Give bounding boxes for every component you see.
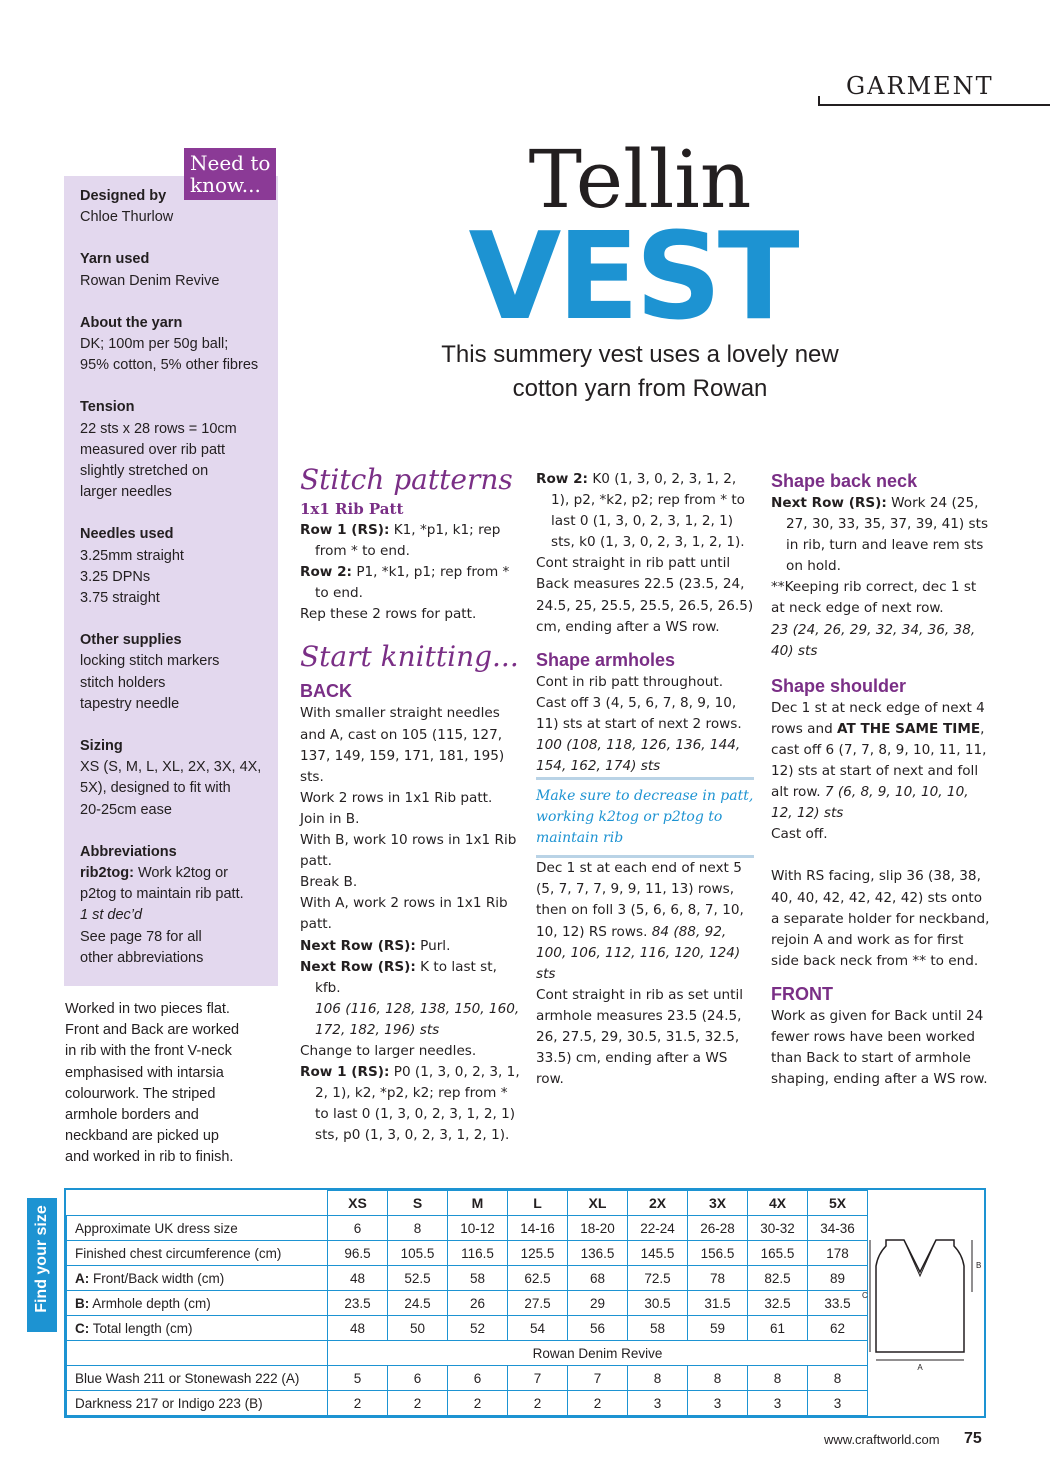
cast-off: Cast off. bbox=[771, 826, 828, 843]
next-row-purl bbox=[300, 936, 522, 957]
table-row bbox=[67, 1266, 868, 1291]
cell: 156.5 bbox=[688, 1241, 748, 1266]
sidebar-section bbox=[80, 397, 272, 503]
row-prefix: B: bbox=[75, 1295, 90, 1311]
cell: 30-32 bbox=[748, 1216, 808, 1241]
back-para: With A, work 2 rows in 1x1 Rib patt. bbox=[300, 895, 508, 933]
cell: 7 bbox=[568, 1366, 628, 1391]
header-blank bbox=[67, 1191, 328, 1216]
table-row bbox=[67, 1241, 868, 1266]
stitch-count: 84 (88, 92, 100, 106, 112, 116, 120, 124) sts bbox=[536, 923, 741, 982]
construction-note bbox=[65, 999, 265, 1169]
cell: 3 bbox=[808, 1391, 868, 1416]
cell: 33.5 bbox=[808, 1291, 868, 1316]
cell: 2 bbox=[448, 1391, 508, 1416]
front-heading: FRONT bbox=[771, 983, 833, 1004]
cont-straight: Cont straight in rib patt until Back measures 22.5 (23.5, 24, 24.5, 25, 25.5, 25.5, 26.5, 26.5) cm, ending after a WS row. bbox=[536, 555, 754, 635]
row-label bbox=[67, 1316, 328, 1341]
row-text: K0 (1, 3, 0, 2, 3, 1, 2, 1), p2, *k2, p2; rep from * to last 0 (1, 3, 0, 2, 3, 1, 2, 1) sts, k0 (1, 3, 0, 2, 3, 1, 2, 1). bbox=[551, 471, 745, 551]
find-your-size-label: Find your size bbox=[33, 1205, 50, 1313]
sidebar-line: slightly stretched on bbox=[80, 463, 209, 480]
size-header: 5X bbox=[808, 1191, 868, 1216]
stitch-patterns-title: Stitch patterns bbox=[300, 463, 513, 496]
size-header: 2X bbox=[628, 1191, 688, 1216]
sidebar-content bbox=[80, 186, 272, 990]
sidebar-section bbox=[80, 186, 272, 228]
title-line2: VEST bbox=[468, 208, 796, 347]
cell: 26-28 bbox=[688, 1216, 748, 1241]
shape-back-neck-heading: Shape back neck bbox=[771, 471, 918, 491]
cell: 136.5 bbox=[568, 1241, 628, 1266]
row-label-text: Armhole depth (cm) bbox=[89, 1295, 211, 1311]
cell: 89 bbox=[808, 1266, 868, 1291]
note-line: in rib with the front V-neck bbox=[65, 1043, 232, 1060]
cell: 18-20 bbox=[568, 1216, 628, 1241]
armhole-para: Cont in rib patt throughout. bbox=[536, 673, 724, 690]
row-label: Row 1 (RS): bbox=[300, 1064, 390, 1081]
diagram-label-b: B bbox=[976, 1261, 982, 1270]
sidebar-section bbox=[80, 630, 272, 715]
back-para: Join in B. bbox=[300, 810, 360, 827]
size-header: 4X bbox=[748, 1191, 808, 1216]
badge-line1: Need to bbox=[190, 151, 271, 175]
cell: 62 bbox=[808, 1316, 868, 1341]
cell: 54 bbox=[508, 1316, 568, 1341]
cell: 61 bbox=[748, 1316, 808, 1341]
cell: 48 bbox=[328, 1266, 388, 1291]
find-your-size-tab bbox=[27, 1198, 57, 1332]
sidebar-line: larger needles bbox=[80, 484, 172, 501]
sidebar-heading: Abbreviations bbox=[80, 843, 177, 860]
size-header: S bbox=[388, 1191, 448, 1216]
abbrev-italic: 1 st dec’d bbox=[80, 907, 143, 924]
row-label: Row 1 (RS): bbox=[300, 522, 390, 538]
vest-outline bbox=[876, 1240, 964, 1352]
keep-rib bbox=[771, 577, 993, 661]
start-knitting-title: Start knitting... bbox=[300, 640, 519, 674]
cell: 96.5 bbox=[328, 1241, 388, 1266]
vest-schematic-diagram bbox=[862, 1232, 982, 1372]
armhole-para: Cast off 3 (4, 5, 6, 7, 8, 9, 10, 11) sts at start of next 2 rows. bbox=[536, 694, 742, 732]
stitch-count: 100 (108, 118, 126, 136, 144, 154, 162, 174) sts bbox=[536, 737, 741, 775]
sidebar-line: 3.25mm straight bbox=[80, 547, 184, 564]
footer-url: www.craftworld.com bbox=[824, 1432, 940, 1447]
cell: 3 bbox=[748, 1391, 808, 1416]
note-line: neckband are picked up bbox=[65, 1128, 219, 1145]
cont-straight-armhole: Cont straight in rib as set until armhole measures 23.5 (24.5, 26, 27.5, 29, 30.5, 31.5, 32.5, 33.5) cm, ending after a WS row. bbox=[536, 986, 744, 1088]
cell: 58 bbox=[448, 1266, 508, 1291]
sidebar-line: 3.25 DPNs bbox=[80, 568, 151, 585]
row-label: Next Row (RS): bbox=[771, 495, 887, 511]
row-text: K to last st, kfb. bbox=[315, 958, 497, 996]
cell: 8 bbox=[808, 1366, 868, 1391]
stitch-count: 106 (116, 128, 138, 150, 160, 172, 182, 196) sts bbox=[315, 1000, 520, 1038]
sidebar-line: Chloe Thurlow bbox=[80, 209, 174, 226]
row-label: Next Row (RS): bbox=[300, 958, 416, 975]
column-1 bbox=[300, 462, 522, 1146]
size-header: XL bbox=[568, 1191, 628, 1216]
cell: 31.5 bbox=[688, 1291, 748, 1316]
back-row-2 bbox=[536, 469, 754, 553]
sidebar-line: Rowan Denim Revive bbox=[80, 272, 220, 289]
cell: 3 bbox=[688, 1391, 748, 1416]
size-header: L bbox=[508, 1191, 568, 1216]
table-row bbox=[67, 1391, 868, 1416]
cell: 2 bbox=[568, 1391, 628, 1416]
cell: 48 bbox=[328, 1316, 388, 1341]
cell: 32.5 bbox=[748, 1291, 808, 1316]
size-header: 3X bbox=[688, 1191, 748, 1216]
cell: 8 bbox=[628, 1366, 688, 1391]
cell: 14-16 bbox=[508, 1216, 568, 1241]
sidebar-heading: Yarn used bbox=[80, 251, 150, 268]
yarn-title-row bbox=[67, 1341, 868, 1366]
subtitle-line1: This summery vest uses a lovely new bbox=[441, 341, 839, 368]
page-number: 75 bbox=[964, 1430, 982, 1447]
sidebar-section bbox=[80, 313, 272, 377]
sidebar-heading: Sizing bbox=[80, 738, 123, 755]
rib-row-2 bbox=[300, 562, 522, 604]
sidebar-line: 5X), designed to fit with bbox=[80, 780, 231, 797]
cell: 2 bbox=[508, 1391, 568, 1416]
sidebar-line: stitch holders bbox=[80, 674, 166, 691]
cell: 56 bbox=[568, 1316, 628, 1341]
row-label: Row 2: bbox=[300, 564, 352, 581]
size-table bbox=[66, 1190, 868, 1416]
abbrev-def: Work k2tog or bbox=[133, 865, 228, 882]
note-line: and worked in rib to finish. bbox=[65, 1149, 234, 1166]
back-para: Break B. bbox=[300, 874, 358, 891]
cell: 116.5 bbox=[448, 1241, 508, 1266]
abbrev-line: p2tog to maintain rib patt. bbox=[80, 886, 244, 903]
rib-row-1 bbox=[300, 520, 522, 562]
cell: 52.5 bbox=[388, 1266, 448, 1291]
row-label: Blue Wash 211 or Stonewash 222 (A) bbox=[67, 1366, 328, 1391]
abbrev-term: rib2tog: bbox=[80, 865, 134, 882]
cell: 72.5 bbox=[628, 1266, 688, 1291]
cell: 62.5 bbox=[508, 1266, 568, 1291]
table-row bbox=[67, 1316, 868, 1341]
table-row bbox=[67, 1216, 868, 1241]
sidebar-heading: Other supplies bbox=[80, 632, 182, 649]
back-para: With smaller straight needles and A, cast on 105 (115, 127, 137, 149, 159, 171, 181, 195) sts. bbox=[300, 705, 505, 785]
row-label bbox=[67, 1241, 328, 1266]
neck-next-row bbox=[771, 493, 993, 577]
cell: 52 bbox=[448, 1316, 508, 1341]
change-needles: Change to larger needles. bbox=[300, 1042, 477, 1059]
sidebar-heading: Tension bbox=[80, 399, 135, 416]
sidebar-line: locking stitch markers bbox=[80, 653, 220, 670]
cell: 10-12 bbox=[448, 1216, 508, 1241]
cell: 22-24 bbox=[628, 1216, 688, 1241]
abbrev-more: other abbreviations bbox=[80, 949, 204, 966]
cell: 105.5 bbox=[388, 1241, 448, 1266]
row-label-text: Front/Back width (cm) bbox=[89, 1270, 225, 1286]
cell: 29 bbox=[568, 1291, 628, 1316]
table-row bbox=[67, 1366, 868, 1391]
next-row-kfb bbox=[300, 957, 522, 1041]
cell: 34-36 bbox=[808, 1216, 868, 1241]
cell: 6 bbox=[388, 1366, 448, 1391]
shoulder-para bbox=[771, 698, 993, 825]
sidebar-line: DK; 100m per 50g ball; bbox=[80, 336, 229, 353]
cell: 7 bbox=[508, 1366, 568, 1391]
back-heading: BACK bbox=[300, 681, 352, 702]
cell: 27.5 bbox=[508, 1291, 568, 1316]
section-label: GARMENT bbox=[846, 72, 994, 100]
diagram-label-a: A bbox=[917, 1363, 923, 1372]
yarn-title: Rowan Denim Revive bbox=[328, 1341, 868, 1366]
stitch-count: 23 (24, 26, 29, 32, 34, 36, 38, 40) sts bbox=[771, 621, 976, 659]
sidebar-line: measured over rib patt bbox=[80, 441, 226, 458]
cell: 178 bbox=[808, 1241, 868, 1266]
sidebar-section bbox=[80, 249, 272, 291]
cell: 6 bbox=[448, 1366, 508, 1391]
size-header: M bbox=[448, 1191, 508, 1216]
cell: 23.5 bbox=[328, 1291, 388, 1316]
cell: 8 bbox=[388, 1216, 448, 1241]
note-line: emphasised with intarsia bbox=[65, 1064, 224, 1081]
back-row-1 bbox=[300, 1062, 522, 1146]
cell: 2 bbox=[328, 1391, 388, 1416]
abbrev-line bbox=[80, 863, 272, 884]
cell: 78 bbox=[688, 1266, 748, 1291]
row-label bbox=[67, 1216, 328, 1241]
sidebar-heading: About the yarn bbox=[80, 314, 183, 331]
row-label-text: Finished chest circumference (cm) bbox=[75, 1245, 282, 1261]
rep-text: Rep these 2 rows for patt. bbox=[300, 606, 477, 623]
row-prefix: A: bbox=[75, 1270, 90, 1286]
diagram-label-c: C bbox=[862, 1291, 868, 1300]
cell: 8 bbox=[688, 1366, 748, 1391]
stitch-count: 7 (6, 8, 9, 10, 10, 10, 12, 12) sts bbox=[771, 784, 969, 822]
sidebar-section bbox=[80, 524, 272, 609]
tip-callout: Make sure to decrease in patt, working k2tog or p2tog to maintain rib bbox=[536, 777, 754, 858]
subtitle bbox=[420, 338, 860, 406]
size-header: XS bbox=[328, 1191, 388, 1216]
sidebar-line: tapestry needle bbox=[80, 695, 180, 712]
table-row bbox=[67, 1291, 868, 1316]
row-label bbox=[67, 1291, 328, 1316]
back-para: Work 2 rows in 1x1 Rib patt. bbox=[300, 789, 493, 806]
cell: 6 bbox=[328, 1216, 388, 1241]
cell: 82.5 bbox=[748, 1266, 808, 1291]
shape-armholes-heading: Shape armholes bbox=[536, 649, 676, 670]
row-text: Work 24 (25, 27, 30, 33, 35, 37, 39, 41) sts in rib, turn and leave rem sts on hold. bbox=[786, 495, 989, 575]
sidebar-line: XS (S, M, L, XL, 2X, 3X, 4X, bbox=[80, 759, 262, 776]
cell: 8 bbox=[748, 1366, 808, 1391]
column-2 bbox=[536, 469, 754, 1090]
row-label: Row 2: bbox=[536, 471, 588, 487]
shoulder-text: Dec 1 st at neck edge of next 4 rows and bbox=[771, 699, 985, 737]
cell: 2 bbox=[388, 1391, 448, 1416]
keep-text: **Keeping rib correct, dec 1 st at neck edge of next row. bbox=[771, 579, 977, 617]
yarn-title-blank bbox=[67, 1341, 328, 1366]
note-line: Worked in two pieces flat. bbox=[65, 1001, 230, 1017]
sidebar-heading: Needles used bbox=[80, 526, 174, 543]
subtitle-line2: cotton yarn from Rowan bbox=[512, 375, 768, 402]
cell: 50 bbox=[388, 1316, 448, 1341]
row-label-text: Total length (cm) bbox=[89, 1320, 193, 1336]
note-line: armhole borders and bbox=[65, 1107, 199, 1124]
sidebar-line: 22 sts x 28 rows = 10cm bbox=[80, 420, 237, 437]
dec-para bbox=[536, 858, 754, 985]
cell: 125.5 bbox=[508, 1241, 568, 1266]
sidebar-heading: Designed by bbox=[80, 188, 167, 204]
shape-shoulder-heading: Shape shoulder bbox=[771, 675, 907, 696]
cell: 26 bbox=[448, 1291, 508, 1316]
row-text: Purl. bbox=[415, 937, 451, 954]
back-para: With B, work 10 rows in 1x1 Rib patt. bbox=[300, 832, 517, 870]
row-text: K1, *p1, k1; rep from * to end. bbox=[315, 522, 501, 560]
sidebar-line: 95% cotton, 5% other fibres bbox=[80, 357, 259, 374]
sidebar-section bbox=[80, 736, 272, 821]
abbrev-more: See page 78 for all bbox=[80, 928, 202, 945]
row-label: Next Row (RS): bbox=[300, 937, 416, 954]
front-para: Work as given for Back until 24 fewer rows have been worked than Back to start of armhole shaping, ending after a WS row. bbox=[771, 1007, 988, 1088]
cell: 145.5 bbox=[628, 1241, 688, 1266]
column-3 bbox=[771, 469, 993, 1090]
row-label: Darkness 217 or Indigo 223 (B) bbox=[67, 1391, 328, 1416]
dec-text: Dec 1 st at each end of next 5 (5, 7, 7, 7, 9, 9, 11, 13) rows, then on foll 3 (5, 6, 6, 8, 7, 10, 10, 12) RS rows. bbox=[536, 860, 744, 940]
row-text: P1, *k1, p1; rep from * to end. bbox=[315, 564, 510, 602]
cell: 58 bbox=[628, 1316, 688, 1341]
cell: 3 bbox=[628, 1391, 688, 1416]
sidebar-line: 20-25cm ease bbox=[80, 801, 172, 818]
title-line1: Tellin bbox=[528, 133, 752, 226]
row-text: P0 (1, 3, 0, 2, 3, 1, 2, 1), k2, *p2, k2; rep from * to last 0 (1, 3, 0, 2, 3, 1, 2, 1) sts, p0 (1, 3, 0, 2, 3, 1, 2, 1). bbox=[315, 1064, 520, 1144]
rib-patt-heading: 1x1 Rib Patt bbox=[300, 500, 404, 518]
size-header-row bbox=[67, 1191, 868, 1216]
sidebar-line: 3.75 straight bbox=[80, 590, 160, 607]
note-line: colourwork. The striped bbox=[65, 1085, 216, 1102]
sidebar-section-abbreviations bbox=[80, 842, 272, 969]
note-line: Front and Back are worked bbox=[65, 1022, 240, 1039]
cell: 68 bbox=[568, 1266, 628, 1291]
rs-facing-para: With RS facing, slip 36 (38, 38, 40, 40, 42, 42, 42, 42) sts onto a separate holder for neckband, rejoin A and work as for first side back neck from ** to end. bbox=[771, 868, 990, 969]
header-rule bbox=[818, 104, 1050, 106]
cell: 30.5 bbox=[628, 1291, 688, 1316]
cell: 5 bbox=[328, 1366, 388, 1391]
badge-line2: know... bbox=[190, 173, 261, 197]
shoulder-text: , cast off 6 (7, 7, 8, 9, 10, 11, 11, 12) sts at start of next and foll alt row. bbox=[771, 720, 987, 801]
row-label bbox=[67, 1266, 328, 1291]
cell: 165.5 bbox=[748, 1241, 808, 1266]
cell: 59 bbox=[688, 1316, 748, 1341]
row-label-text: Approximate UK dress size bbox=[75, 1220, 238, 1236]
cell: 24.5 bbox=[388, 1291, 448, 1316]
shoulder-bold: AT THE SAME TIME bbox=[837, 720, 981, 737]
row-prefix: C: bbox=[75, 1320, 90, 1336]
